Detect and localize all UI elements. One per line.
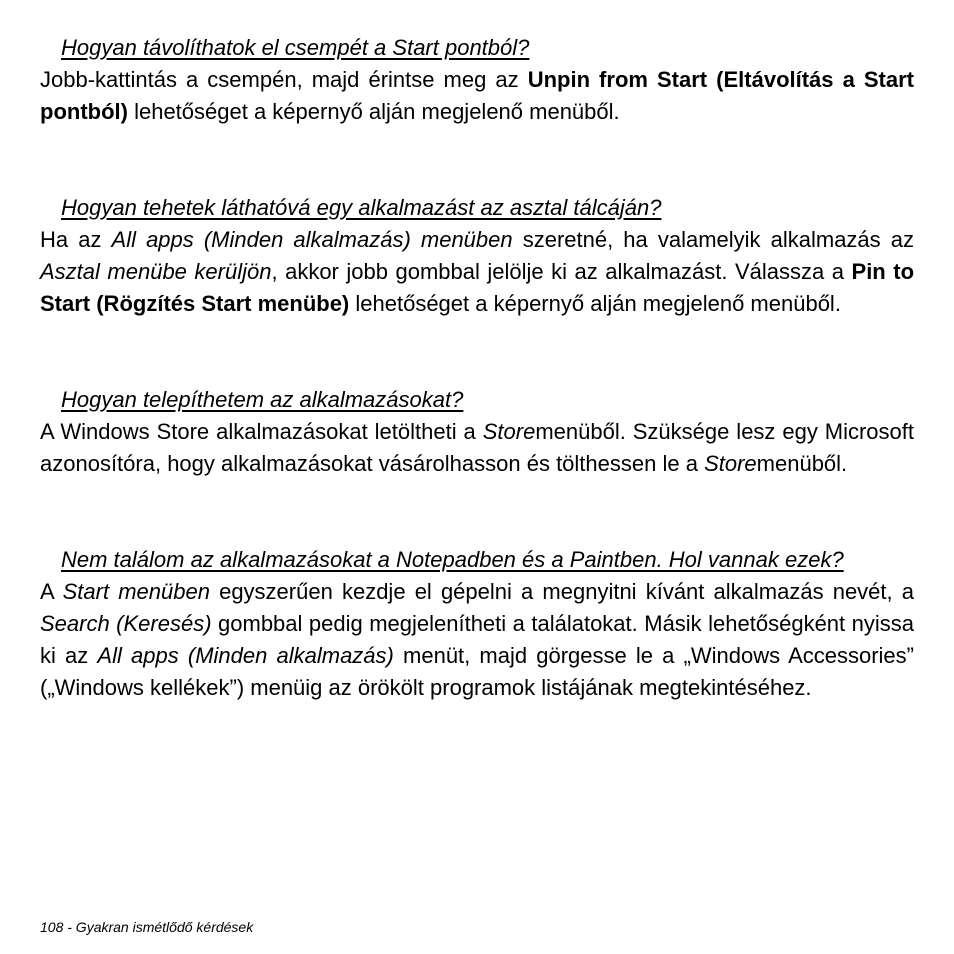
- answer-menu-name: All apps (Minden alkalmazás) menüben: [111, 227, 513, 252]
- faq-answer: [40, 576, 914, 704]
- faq-question: Hogyan tehetek láthatóvá egy alkalmazást az asztal tálcáján?: [61, 195, 662, 220]
- page-footer: 108 - Gyakran ismétlődő kérdések: [40, 919, 254, 935]
- answer-menu-name: Asztal menübe kerüljön: [40, 259, 272, 284]
- faq-question: Hogyan telepíthetem az alkalmazásokat?: [61, 387, 464, 412]
- answer-text: menüből. Szüksége lesz egy Microsoft azonosítóra, hogy alkalmazásokat vásárolhasson és tölthessen le a: [40, 419, 915, 476]
- answer-text: A: [40, 579, 63, 604]
- answer-text: szeretné, ha valamelyik alkalmazás az: [512, 227, 914, 252]
- faq-section-remove-tile: [40, 32, 914, 128]
- answer-text: lehetőséget a képernyő alján megjelenő menüből.: [349, 291, 841, 316]
- faq-question: Nem találom az alkalmazásokat a Notepadben és a Paintben. Hol vannak ezek?: [61, 547, 844, 572]
- faq-answer: [40, 416, 914, 480]
- faq-section-install-apps: [40, 384, 914, 480]
- answer-text: A Windows Store alkalmazásokat letöltheti a: [40, 419, 483, 444]
- answer-text: lehetőséget a képernyő alján megjelenő menüből.: [127, 99, 620, 124]
- answer-menu-name: Store: [482, 419, 536, 444]
- answer-text: Ha az: [40, 227, 112, 252]
- answer-button-name: Search (Keresés): [40, 611, 212, 636]
- answer-text: menüt, majd görgesse le a „Windows Accessories” („Windows kellékek”) menüig az örökölt programok listájának megtekintéséhez.: [40, 643, 914, 700]
- answer-menu-name: Start menüben: [62, 579, 210, 604]
- faq-section-pin-app: [40, 192, 914, 320]
- answer-menu-name: Store: [704, 451, 757, 476]
- faq-section-find-apps: [40, 544, 914, 704]
- answer-command: Unpin from Start (Eltávolítás a Start pontból): [40, 67, 914, 124]
- answer-text: gombbal pedig megjelenítheti a találatokat. Másik lehetőségként nyissa ki az: [40, 611, 914, 668]
- faq-answer: [40, 64, 914, 128]
- answer-text: menüből.: [756, 451, 848, 476]
- answer-text: Jobb-kattintás a csempén, majd érintse meg az: [40, 67, 528, 92]
- faq-question: Hogyan távolíthatok el csempét a Start pontból?: [61, 35, 530, 60]
- answer-text: , akkor jobb gombbal jelölje ki az alkalmazást. Válassza a: [271, 259, 852, 284]
- answer-command: Pin to Start (Rögzítés Start menübe): [40, 259, 915, 316]
- answer-text: egyszerűen kezdje el gépelni a megnyitni kívánt alkalmazás nevét, a: [209, 579, 915, 604]
- faq-answer: [40, 224, 914, 320]
- answer-menu-name: All apps (Minden alkalmazás): [97, 643, 394, 668]
